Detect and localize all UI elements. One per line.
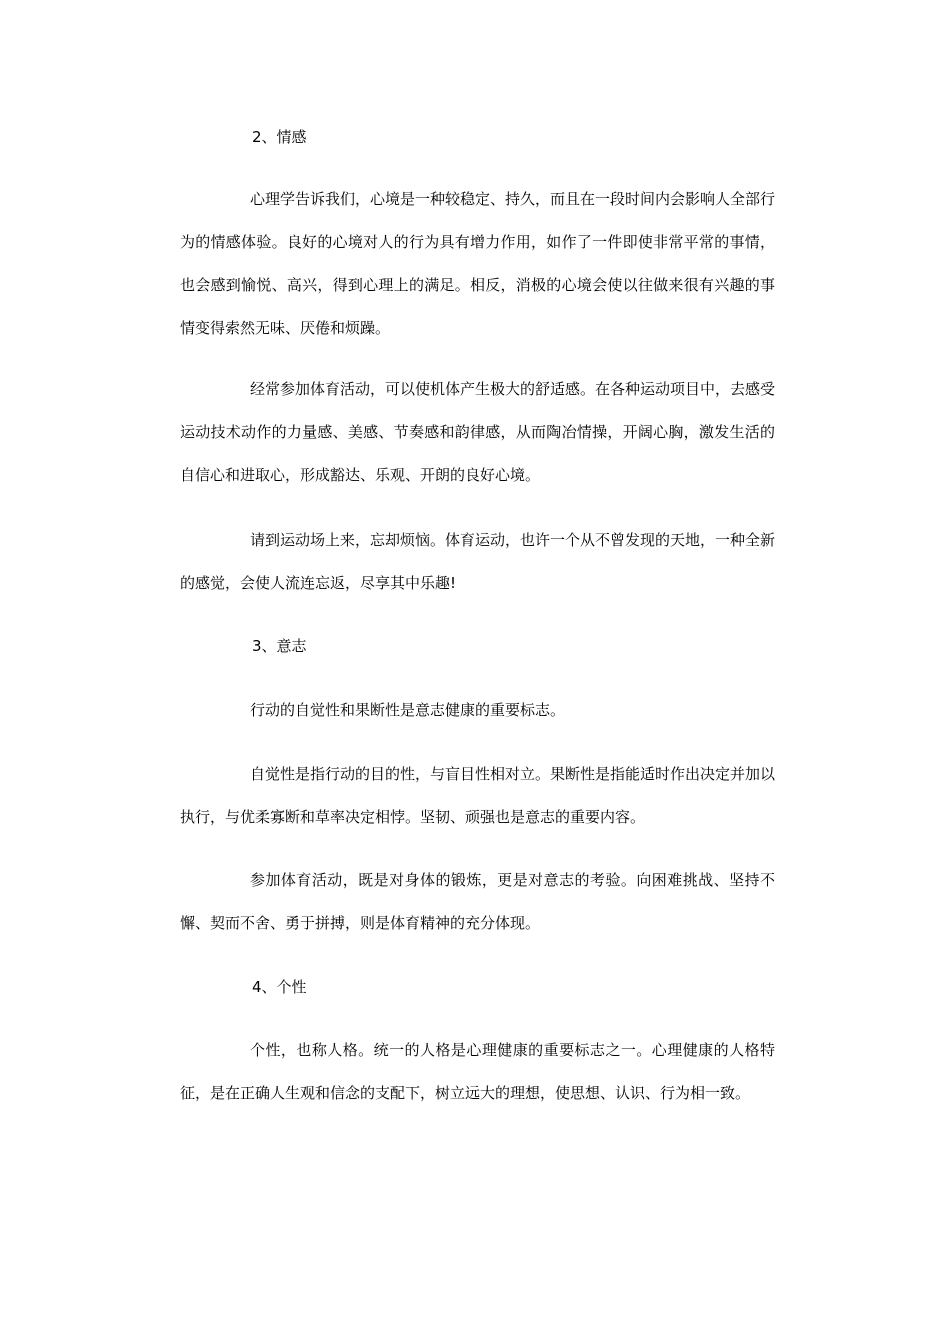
paragraph-will-test: 参加体育活动，既是对身体的锻炼，更是对意志的考验。向困难挑战、坚持不懈、契而不舍、勇于拼搏，则是体育精神的充分体现。 bbox=[180, 871, 775, 932]
paragraph-personality: 个性，也称人格。统一的人格是心理健康的重要标志之一。心理健康的人格特征，是在正确人生观和信念的支配下，树立远大的理想，使思想、认识、行为相一致。 bbox=[180, 1041, 775, 1102]
section-heading-personality: 4、个性 bbox=[252, 978, 307, 996]
paragraph-mood-definition: 心理学告诉我们，心境是一种较稳定、持久，而且在一段时间内会影响人全部行为的情感体验。良好的心境对人的行为具有增力作用，如作了一件即使非常平常的事情，也会感到愉悦、高兴，得到心理上的满足。相反，消极的心境会使以往做来很有兴趣的事情变得索然无味、厌倦和烦躁。 bbox=[180, 190, 776, 337]
section-heading-will: 3、意志 bbox=[252, 637, 307, 655]
paragraph-sports-comfort: 经常参加体育活动，可以使机体产生极大的舒适感。在各种运动项目中，去感受运动技术动作的力量感、美感、节奏感和韵律感，从而陶冶情操，开阔心胸，激发生活的自信心和进取心，形成豁达、乐观、开朗的良好心境。 bbox=[180, 380, 776, 484]
paragraph-will-sign: 行动的自觉性和果断性是意志健康的重要标志。 bbox=[250, 701, 566, 719]
section-heading-emotion: 2、情感 bbox=[252, 128, 307, 146]
paragraph-consciousness: 自觉性是指行动的目的性，与盲目性相对立。果断性是指能适时作出决定并加以执行，与优柔寡断和草率决定相悖。坚韧、顽强也是意志的重要内容。 bbox=[180, 765, 776, 826]
paragraph-sports-invitation: 请到运动场上来，忘却烦恼。体育运动，也许一个从不曾发现的天地，一种全新的感觉，会使人流连忘返，尽享其中乐趣! bbox=[180, 531, 776, 592]
